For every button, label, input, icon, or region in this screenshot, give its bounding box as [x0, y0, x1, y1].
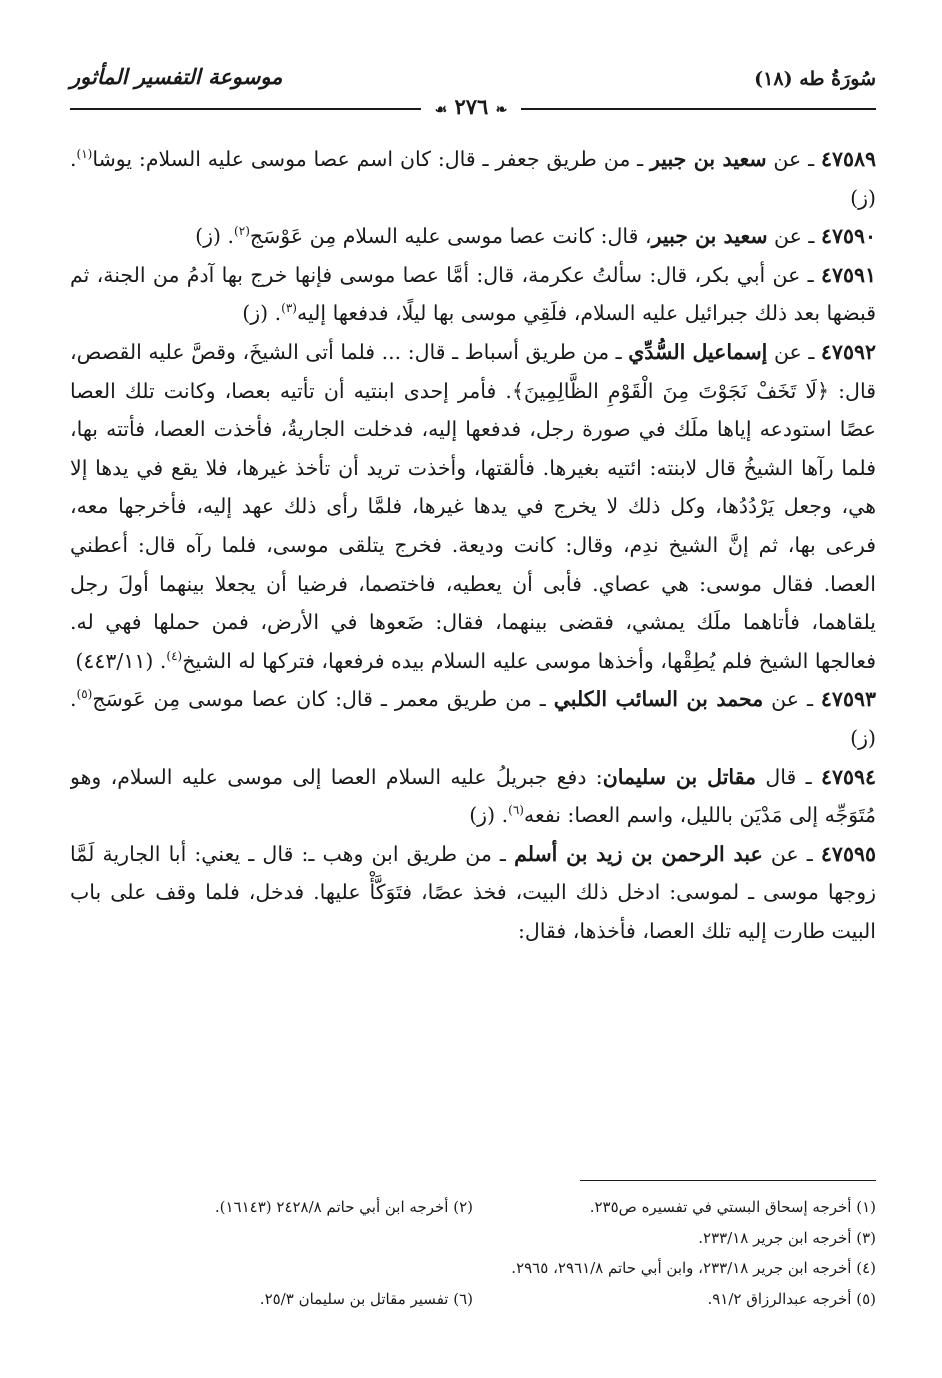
footnote-row: [70, 1253, 876, 1284]
entry-prefix: ـ عن: [763, 687, 821, 712]
entry-tail: . (ز): [469, 803, 509, 828]
entry-number: ٤٧٥٩٥: [820, 841, 876, 866]
narrator-name: سعيد بن جبير: [651, 224, 768, 249]
footnote-2: (٢) أخرجه ابن أبي حاتم ٢٤٢٨/٨ (١٦١٤٣).: [214, 1198, 473, 1216]
entry-prefix: ـ عن: [766, 147, 821, 171]
entry-prefix: ـ عن: [762, 841, 821, 866]
entry-prefix: ـ قال: [756, 764, 821, 789]
narrator-name: إسماعيل السُّدِّي: [628, 339, 768, 364]
entry-number: ٤٧٥٨٩: [820, 147, 876, 171]
entry-number: ٤٧٥٩٤: [820, 764, 876, 789]
entry-number: ٤٧٥٩٢: [820, 339, 876, 364]
entry-47595: [70, 835, 876, 951]
entry-47591: [70, 256, 876, 333]
main-text: [70, 140, 876, 1080]
footnote-row: [70, 1223, 876, 1254]
footnote-1: (١) أخرجه إسحاق البستي في تفسيره ص٢٣٥.: [589, 1198, 876, 1216]
narrator-name: عبد الرحمن بن زيد بن أسلم: [514, 841, 763, 866]
entry-number: ٤٧٥٩٣: [820, 687, 876, 712]
footnote-separator: [580, 1180, 876, 1181]
ornament-left-icon: ❧: [495, 102, 508, 118]
entry-text: ـ من طريق معمر ـ قال: كان عصا موسى مِن عَوسَج: [92, 687, 554, 712]
surah-title: سُورَةُ طه (١٨): [754, 68, 876, 90]
entry-text: : دفع جبريلُ عليه السلام العصا إلى موسى عليه السلام، وهو مُتَوَجِّه إلى مَدْيَن بالليل، واسم العصا: نفعه: [70, 764, 876, 828]
entry-tail: . (ز): [195, 224, 235, 249]
book-title: موسوعة التفسير المأثور: [70, 64, 283, 89]
narrator-name: سعيد بن جبير: [649, 147, 767, 171]
entry-number: ٤٧٥٩١: [820, 262, 876, 287]
footnote-ref: (٢): [234, 224, 250, 239]
entry-tail: . (ز): [70, 147, 876, 210]
footnote-ref: (٣): [281, 301, 297, 316]
entry-prefix: ـ عن: [767, 224, 821, 249]
footnote-4: (٤) أخرجه ابن جرير ٢٣٣/١٨، وابن أبي حاتم ٢٩٦١/٨، ٢٩٦٥.: [511, 1259, 876, 1277]
footnote-ref: (٥): [76, 687, 93, 702]
narrator-name: محمد بن السائب الكلبي: [553, 687, 764, 712]
entry-text: ـ من طريق ابن وهب ـ: قال ـ يعني: أبا الجارية لَمَّا زوجها موسى ـ لموسى: ادخل ذلك البيت، فخذ عصًا، فتَوَكَّأْ عليها. فدخل، فلما وقف على باب البيت طارت إليه تلك العصا، فأخذها، فقال:: [70, 841, 876, 943]
narrator-name: مقاتل بن سليمان: [602, 764, 757, 789]
footnote-ref: (٤): [166, 648, 183, 663]
entry-tail: . (ز): [70, 687, 876, 750]
ornament-right-icon: ☙: [434, 102, 448, 118]
page-number-box: [421, 92, 521, 122]
footnote-row: [70, 1192, 876, 1223]
entry-prefix: ـ عن: [767, 339, 821, 364]
entry-text: ، قال: كانت عصا موسى عليه السلام مِن عَوْسَج: [249, 224, 652, 249]
footnote-ref: (٦): [508, 803, 524, 818]
footnote-3: (٣) أخرجه ابن جرير ٢٣٣/١٨.: [698, 1228, 876, 1247]
entry-tail: . (ز): [242, 301, 282, 326]
entry-47592: [70, 333, 876, 680]
footnotes: [70, 1192, 876, 1314]
entry-47589: [70, 140, 876, 217]
entry-47590: [70, 217, 876, 256]
page-number: ٢٧٦: [454, 94, 489, 119]
entry-text: سألتُ عكرمة، قال: أمَّا عصا موسى فإنها خرج بها آدمُ من الجنة، ثم قبضها بعد ذلك جبرائيل عليه السلام، فلَقِي موسى بها ليلًا، فدفعها إليه: [70, 262, 876, 326]
footnote-5: (٥) أخرجه عبدالرزاق ٩١/٢.: [707, 1289, 876, 1308]
footnote-row: [70, 1284, 876, 1315]
entry-text: ـ من طريق جعفر ـ قال: كان اسم عصا موسى عليه السلام: يوشا: [92, 147, 650, 171]
entry-47593: [70, 680, 876, 757]
footnote-6: (٦) تفسير مقاتل بن سليمان ٢٥/٣.: [259, 1289, 473, 1308]
entry-47594: [70, 758, 876, 835]
footnote-ref: (١): [76, 147, 93, 162]
entry-tail: . (٤٤٣/١١): [75, 648, 167, 673]
entry-number: ٤٧٥٩٠: [820, 224, 876, 249]
entry-text: ـ من طريق أسباط ـ قال: ... فلما أتى الشيخَ، وقصَّ عليه القصص، قال: ﴿لَا تَخَفْ نَجَوْتَ مِنَ الْقَوْمِ الظَّالِمِينَ﴾. فأمر إحدى ابنتيه أن تأتيه بعصا، وكانت تلك العصا عصًا استودعه إياها ملَك في صورة رجل، فدفعها إليه، فدخلت الجاريةُ، فأخذت العصا، فأتته بها، فلما رآها الشيخُ قال لابنته: ائتيه بغيرها. فألقتها، وأخذت تريد أن تأخذ غيرها، فلا يقع في يدها إلا هي، وجعل يَرْدُدُها، وكل ذلك لا يخرج في يدها غيرها، فلمَّا رأى ذلك عهد إليه، فأخرجها معه، فرعى بها، ثم إنَّ الشيخ ندِم، وقال: كانت وديعة. فخرج يتلقى موسى، فلما رآه قال: أعطني العصا. فقال موسى: هي عصاي. فأبى أن يعطيه، فاختصما، فرضيا أن يجعلا بينهما أولَ رجل يلقاهما، فأتاهما ملَك يمشي، فقضى بينهما، فقال: ضَعوها في الأرض، فمن حملها فهي له. فعالجها الشيخ فلم يُطِقْها، وأخذها موسى عليه السلام بيده فرفعها، فتركها له الشيخ: [70, 339, 876, 673]
entry-prefix: ـ عن أبي بكر، قال:: [642, 262, 821, 287]
